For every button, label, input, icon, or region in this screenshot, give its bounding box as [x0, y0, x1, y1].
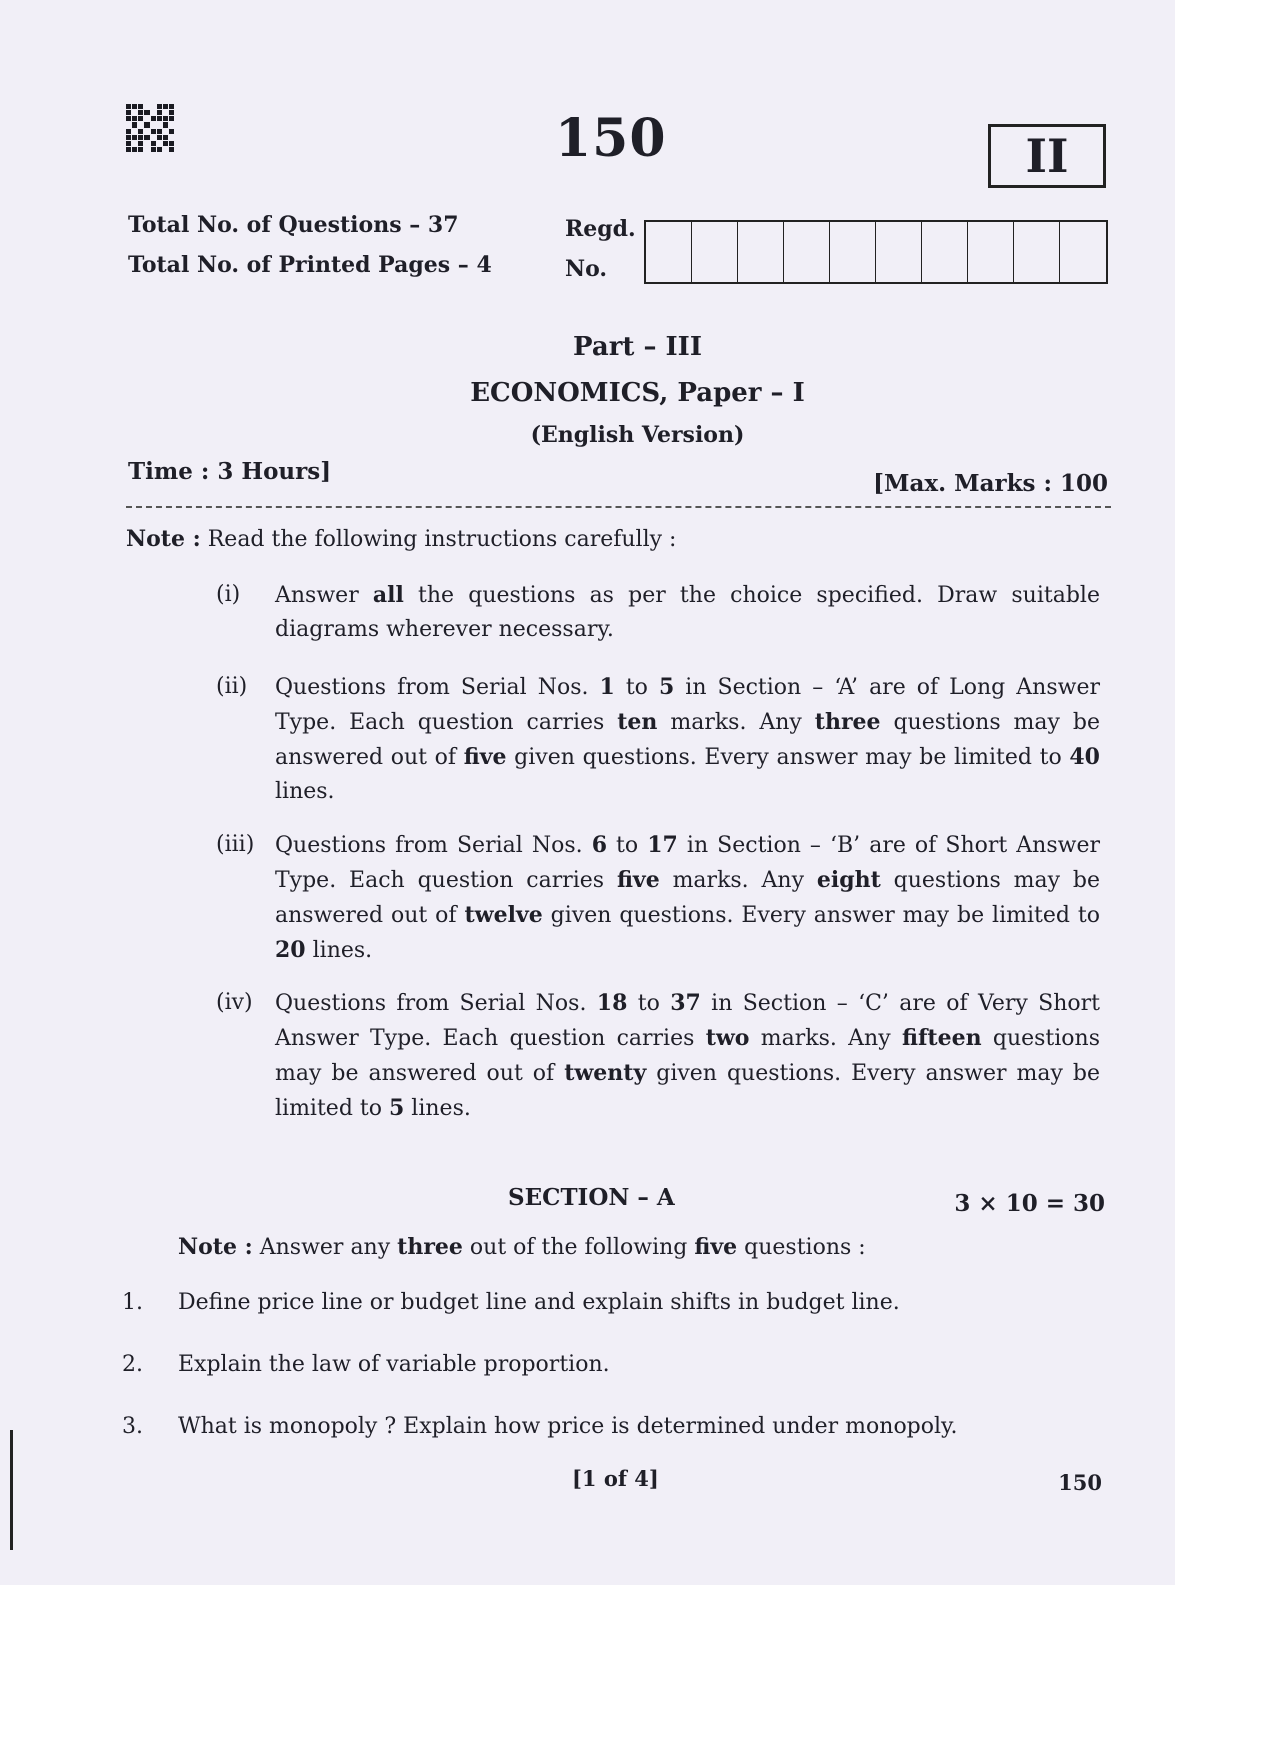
question-text: Explain the law of variable proportion. [178, 1352, 610, 1377]
note-text: Read the following instructions carefully : [207, 527, 677, 552]
instruction-number: (i) [216, 582, 241, 607]
version-box [988, 124, 1106, 188]
subject-title: ECONOMICS, Paper – I [470, 378, 805, 408]
question-text: Define price line or budget line and explain shifts in budget line. [178, 1290, 900, 1315]
paper-code: 150 [555, 108, 667, 169]
part-title: Part – III [573, 332, 702, 362]
section-a-marks: 3 × 10 = 30 [954, 1190, 1105, 1217]
instruction-text: Questions from Serial Nos. 1 to 5 in Section – ‘A’ are of Long Answer Type. Each question carries ten marks. Any three questions may be answered out of five given questions. Every answer may be limited to 40 lines. [275, 674, 1100, 804]
instruction-number: (iii) [216, 832, 255, 857]
time-allowed: Time : 3 Hours] [128, 458, 332, 485]
instruction-number: (ii) [216, 674, 248, 699]
section-a-title: SECTION – A [508, 1184, 675, 1211]
footer-paper-code: 150 [1058, 1470, 1102, 1495]
question-number: 2. [122, 1352, 143, 1377]
max-marks: [Max. Marks : 100 [873, 470, 1108, 497]
qr-code-icon [126, 104, 174, 152]
total-questions: Total No. of Questions – 37 [128, 212, 459, 238]
instruction-text: Questions from Serial Nos. 18 to 37 in Section – ‘C’ are of Very Short Answer Type. Each question carries two marks. Any fifteen questions may be answered out of twenty given questions. Every answer may be limited to 5 lines. [275, 990, 1101, 1121]
question-number: 1. [122, 1290, 143, 1315]
regd-no-label: No. [565, 256, 608, 282]
regd-number-boxes[interactable] [644, 220, 1108, 284]
instruction-number: (iv) [216, 990, 253, 1015]
note-label: Note : [126, 526, 201, 552]
note-heading [126, 526, 676, 552]
instruction-text: Questions from Serial Nos. 6 to 17 in Section – ‘B’ are of Short Answer Type. Each question carries five marks. Any eight questions may be answered out of twelve given questions. Every answer may be limited to 20 lines. [275, 832, 1100, 963]
version-note: (English Version) [530, 422, 745, 448]
page-number: [1 of 4] [572, 1466, 659, 1491]
question-text: What is monopoly ? Explain how price is determined under monopoly. [178, 1414, 958, 1439]
total-pages: Total No. of Printed Pages – 4 [128, 252, 492, 278]
regd-label: Regd. [565, 216, 636, 242]
section-a-note: Note : Answer any three out of the following five questions : [178, 1234, 866, 1260]
divider [126, 506, 1111, 508]
instruction-text: Answer all the questions as per the choice specified. Draw suitable diagrams wherever necessary. [275, 582, 1100, 642]
version-label: II [1025, 129, 1069, 183]
question-number: 3. [122, 1414, 143, 1439]
margin-line [10, 1430, 13, 1550]
